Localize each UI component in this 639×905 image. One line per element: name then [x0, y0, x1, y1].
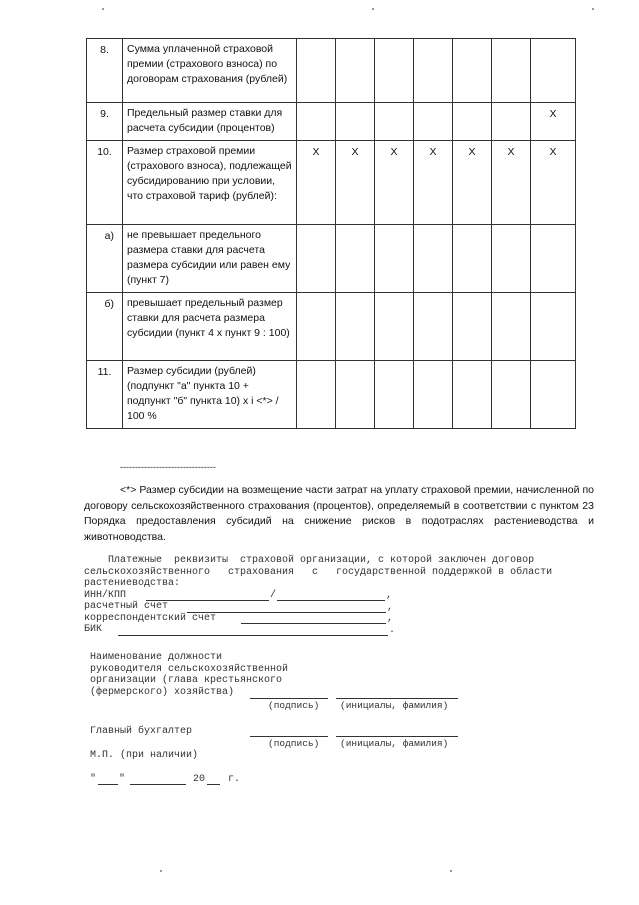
value-cell[interactable] — [492, 39, 531, 103]
manager-position-text: Наименование должности руководителя сельскохозяйственной организации (глава крестьянского (фермерского) хозяйства) — [90, 652, 289, 698]
manager-name-caption: (инициалы, фамилия) — [340, 700, 449, 711]
value-cell[interactable] — [414, 103, 453, 141]
table-row — [87, 103, 576, 141]
manager-name-line[interactable] — [336, 698, 458, 699]
value-cell[interactable]: X — [531, 103, 576, 141]
accountant-label: Главный бухгалтер — [90, 726, 193, 737]
value-cell[interactable] — [297, 103, 336, 141]
value-cell[interactable] — [375, 225, 414, 293]
value-cell[interactable] — [531, 293, 576, 361]
inn-line[interactable] — [146, 600, 269, 601]
table-row — [87, 225, 576, 293]
bik-period: . — [389, 625, 396, 636]
date-month-line[interactable] — [130, 784, 186, 785]
scan-speck — [450, 870, 452, 872]
account-line[interactable] — [187, 612, 386, 613]
scan-speck — [160, 870, 162, 872]
value-cell[interactable] — [336, 103, 375, 141]
footnote-divider: -------------------------------- — [120, 462, 216, 472]
row-number: 10. — [87, 141, 123, 225]
table-row — [87, 39, 576, 103]
value-cell[interactable] — [297, 225, 336, 293]
value-cell[interactable] — [453, 103, 492, 141]
account-comma: , — [387, 602, 394, 613]
value-cell[interactable]: X — [414, 141, 453, 225]
bik-line[interactable] — [118, 635, 388, 636]
accountant-name-caption: (инициалы, фамилия) — [340, 738, 449, 749]
value-cell[interactable] — [336, 39, 375, 103]
scan-speck — [102, 8, 104, 10]
kpp-line[interactable] — [277, 600, 385, 601]
value-cell[interactable] — [336, 293, 375, 361]
value-cell[interactable] — [453, 293, 492, 361]
value-cell[interactable] — [531, 39, 576, 103]
row-label: Сумма уплаченной страховой премии (страхового взноса) по договорам страхования (рублей) — [123, 39, 297, 103]
manager-signature-caption: (подпись) — [268, 700, 320, 711]
table-row — [87, 141, 576, 225]
value-cell[interactable] — [414, 361, 453, 429]
value-cell[interactable] — [414, 225, 453, 293]
value-cell[interactable] — [492, 225, 531, 293]
value-cell[interactable] — [336, 361, 375, 429]
manager-signature-line[interactable] — [250, 698, 328, 699]
value-cell[interactable] — [375, 361, 414, 429]
value-cell[interactable] — [531, 225, 576, 293]
value-cell[interactable] — [297, 293, 336, 361]
date-quote-close: " — [119, 774, 126, 785]
row-number: б) — [87, 293, 123, 361]
value-cell[interactable] — [453, 361, 492, 429]
corr-account-line[interactable] — [241, 623, 386, 624]
value-cell[interactable] — [492, 361, 531, 429]
stamp-text: М.П. (при наличии) — [90, 750, 199, 761]
inn-comma: , — [386, 590, 393, 601]
value-cell[interactable] — [375, 293, 414, 361]
value-cell[interactable] — [375, 103, 414, 141]
row-label: не превышает предельного размера ставки для расчета размера субсидии или равен ему (пункт 7) — [123, 225, 297, 293]
value-cell[interactable] — [375, 39, 414, 103]
value-cell[interactable]: X — [375, 141, 414, 225]
value-cell[interactable] — [414, 39, 453, 103]
date-quote-open: " — [90, 774, 97, 785]
value-cell[interactable]: X — [492, 141, 531, 225]
value-cell[interactable]: X — [531, 141, 576, 225]
footnote-text: <*> Размер субсидии на возмещение части затрат на уплату страховой премии, начисленной по договору сельскохозяйственного страхования (процентов), определяемый в соответствии с пунктом 23 Порядка предоставления субсидий на снижение рисков в подотраслях растениеводства и животноводства. — [84, 484, 594, 543]
row-number: 8. — [87, 39, 123, 103]
value-cell[interactable] — [297, 39, 336, 103]
table-row — [87, 293, 576, 361]
value-cell[interactable] — [336, 225, 375, 293]
subsidy-calculation-table — [86, 38, 576, 429]
date-year-line[interactable] — [207, 784, 220, 785]
date-year-prefix: 20 — [193, 774, 206, 785]
value-cell[interactable] — [531, 361, 576, 429]
row-label: Размер субсидии (рублей) (подпункт "а" пункта 10 + подпункт "б" пункта 10) х i <*> / 100 % — [123, 361, 297, 429]
row-number: а) — [87, 225, 123, 293]
row-number: 9. — [87, 103, 123, 141]
value-cell[interactable]: X — [297, 141, 336, 225]
value-cell[interactable]: X — [453, 141, 492, 225]
row-number: 11. — [87, 361, 123, 429]
value-cell[interactable]: X — [336, 141, 375, 225]
value-cell[interactable] — [297, 361, 336, 429]
scan-speck — [372, 8, 374, 10]
date-day-line[interactable] — [98, 784, 118, 785]
accountant-name-line[interactable] — [336, 736, 458, 737]
scan-speck — [592, 8, 594, 10]
row-label: Предельный размер ставки для расчета субсидии (процентов) — [123, 103, 297, 141]
accountant-signature-line[interactable] — [250, 736, 328, 737]
requisites-text: Платежные реквизиты страховой организации, с которой заключен договор сельскохозяйственного страхования с государственной поддержкой в области растениеводства: ИНН/КПП расчетный счет корреспондентский счет БИК — [84, 555, 553, 635]
value-cell[interactable] — [453, 39, 492, 103]
corr-account-comma: , — [387, 613, 394, 624]
value-cell[interactable] — [492, 103, 531, 141]
row-label: Размер страховой премии (страхового взноса), подлежащей субсидированию при условии, что страховой тариф (рублей): — [123, 141, 297, 225]
row-label: превышает предельный размер ставки для расчета размера субсидии (пункт 4 х пункт 9 : 100) — [123, 293, 297, 361]
value-cell[interactable] — [414, 293, 453, 361]
value-cell[interactable] — [492, 293, 531, 361]
accountant-signature-caption: (подпись) — [268, 738, 320, 749]
table-row — [87, 361, 576, 429]
inn-separator: / — [270, 590, 277, 601]
date-year-suffix: г. — [228, 774, 241, 785]
value-cell[interactable] — [453, 225, 492, 293]
